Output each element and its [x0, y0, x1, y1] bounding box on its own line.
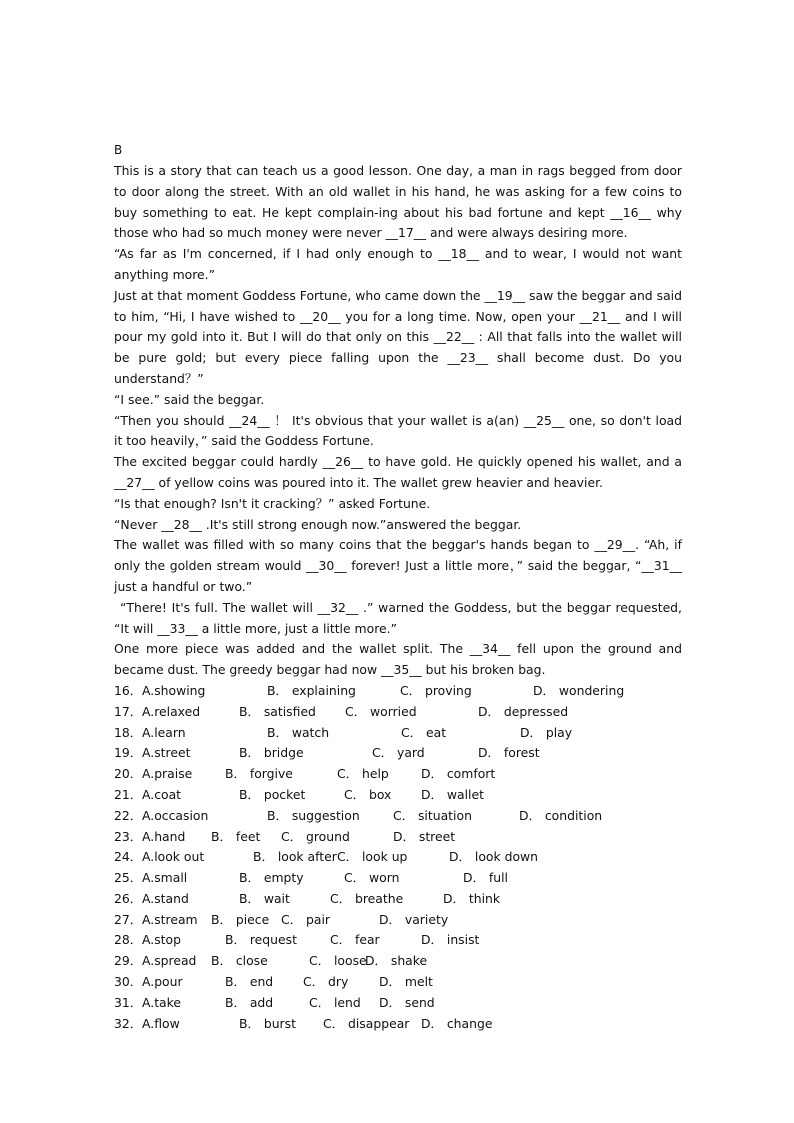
option-d: D． forest	[478, 745, 540, 761]
option-c: C． dry	[303, 974, 349, 990]
option-d: D． condition	[519, 807, 603, 823]
option-c: C． look up	[337, 849, 408, 865]
passage	[114, 161, 682, 681]
option-d: D． insist	[421, 932, 480, 948]
option-a: A.look out	[142, 849, 205, 865]
question-number: 27．	[114, 911, 143, 927]
option-c: C． lend	[309, 994, 361, 1010]
option-row	[114, 681, 682, 702]
option-row	[114, 806, 682, 827]
option-c: C． disappear	[323, 1015, 410, 1031]
option-b: B． watch	[267, 724, 330, 740]
option-a: A.relaxed	[142, 703, 201, 719]
option-c: C． worried	[345, 703, 417, 719]
option-b: B． bridge	[239, 745, 304, 761]
option-d: D． look down	[449, 849, 539, 865]
option-d: D． send	[379, 994, 435, 1010]
option-row	[114, 889, 682, 910]
option-a: A.small	[142, 870, 188, 886]
option-b: B． explaining	[267, 682, 356, 698]
question-number: 17．	[114, 703, 143, 719]
option-d: D． think	[443, 890, 501, 906]
passage-paragraph: “Never __28__ .It's still strong enough now.”answered the beggar.	[114, 516, 522, 532]
passage-paragraph: “There! It's full. The wallet will __32__ .” warned the Goddess, but the beggar requested, “It will __33__ a little more, just a little more.”	[114, 599, 682, 636]
question-number: 30．	[114, 974, 143, 990]
option-b: B． wait	[239, 890, 290, 906]
option-row	[114, 910, 682, 931]
option-b: B． add	[225, 994, 274, 1010]
option-c: C． help	[337, 766, 389, 782]
passage-paragraph: The excited beggar could hardly __26__ to have gold. He quickly opened his wallet, and a __27__ of yellow coins was poured into it. The wallet grew heavier and heavier.	[114, 454, 682, 490]
option-a: A.stream	[142, 911, 198, 927]
option-row	[114, 972, 682, 993]
option-d: D． wallet	[421, 786, 484, 802]
option-b: B． request	[225, 932, 297, 948]
question-number: 21．	[114, 786, 143, 802]
option-a: A.take	[142, 994, 182, 1010]
question-number: 26．	[114, 890, 143, 906]
passage-paragraph: “I see.” said the beggar.	[114, 391, 265, 407]
option-b: B． suggestion	[267, 807, 360, 823]
option-c: C． loose	[309, 953, 367, 969]
question-number: 16．	[114, 682, 143, 698]
option-a: A.occasion	[142, 807, 209, 823]
option-b: B． look after	[253, 849, 337, 865]
option-row	[114, 743, 682, 764]
option-b: B． satisfied	[239, 703, 316, 719]
option-row	[114, 827, 682, 848]
option-c: C． yard	[372, 745, 425, 761]
option-a: A.stop	[142, 932, 181, 948]
option-a: A.flow	[142, 1015, 180, 1031]
option-a: A.coat	[142, 786, 182, 802]
option-c: C． fear	[330, 932, 380, 948]
option-c: C． situation	[393, 807, 472, 823]
option-a: A.showing	[142, 682, 206, 698]
option-b: B． piece	[211, 911, 270, 927]
option-c: C． proving	[400, 682, 472, 698]
option-b: B． feet	[211, 828, 261, 844]
option-d: D． melt	[379, 974, 433, 990]
option-row	[114, 993, 682, 1014]
question-number: 32．	[114, 1015, 143, 1031]
option-d: D． change	[421, 1015, 493, 1031]
question-number: 20．	[114, 766, 143, 782]
passage-paragraph: “As far as I'm concerned, if I had only enough to __18__ and to wear, I would not want anything more.”	[114, 246, 682, 282]
question-number: 18．	[114, 724, 143, 740]
question-number: 22．	[114, 807, 143, 823]
option-d: D． variety	[379, 911, 449, 927]
option-d: D． street	[393, 828, 456, 844]
option-a: A.spread	[142, 953, 197, 969]
option-a: A.pour	[142, 974, 183, 990]
question-number: 23．	[114, 828, 143, 844]
passage-paragraph: One more piece was added and the wallet split. The __34__ fell upon the ground and became dust. The greedy beggar had now __35__ but his broken bag.	[114, 641, 682, 678]
question-number: 24．	[114, 849, 143, 865]
option-b: B． burst	[239, 1015, 296, 1031]
option-a: A.hand	[142, 828, 186, 844]
worksheet-page	[114, 140, 682, 1034]
option-row	[114, 930, 682, 951]
option-c: C． ground	[281, 828, 350, 844]
passage-paragraph: “Then you should __24__ ！ It's obvious that your wallet is a(an) __25__ one, so don't load it too heavily，” said the Goddess Fortune.	[114, 412, 682, 449]
option-row	[114, 723, 682, 744]
passage-paragraph: This is a story that can teach us a good lesson. One day, a man in rags begged from door to door along the street. With an old wallet in his hand, he was asking for a few coins to buy something to eat. He kept complain-ing about his bad fortune and kept __16__ why those who had so much money were never __17__ and were always desiring more.	[114, 163, 682, 241]
option-b: B． end	[225, 974, 274, 990]
option-d: D． wondering	[533, 682, 625, 698]
option-row	[114, 847, 682, 868]
option-d: D． play	[520, 724, 573, 740]
option-c: C． box	[344, 786, 392, 802]
option-row	[114, 785, 682, 806]
option-row	[114, 951, 682, 972]
option-c: C． breathe	[330, 890, 404, 906]
question-number: 19．	[114, 745, 143, 761]
option-c: C． eat	[401, 724, 447, 740]
option-c: C． worn	[344, 870, 400, 886]
passage-paragraph: Just at that moment Goddess Fortune, who came down the __19__ saw the beggar and said to him, “Hi, I have wished to __20__ you for a long time. Now, open your __21__ and I will pour my gold into it. But I will do that only on this __22__ : All that falls into the wallet will be pure gold; but every piece falling upon the __23__ shall become dust. Do you understand？”	[114, 287, 682, 386]
option-b: B． close	[211, 953, 268, 969]
question-number: 28．	[114, 932, 143, 948]
option-b: B． pocket	[239, 786, 306, 802]
option-a: A.praise	[142, 766, 193, 782]
options-list	[114, 681, 682, 1035]
option-b: B． forgive	[225, 766, 293, 782]
option-a: A.learn	[142, 724, 186, 740]
passage-paragraph: “Is that enough? Isn't it cracking？” asked Fortune.	[114, 495, 431, 511]
option-c: C． pair	[281, 911, 330, 927]
option-row	[114, 868, 682, 889]
option-b: B． empty	[239, 870, 304, 886]
option-d: D． shake	[365, 953, 428, 969]
option-row	[114, 702, 682, 723]
option-d: D． comfort	[421, 766, 496, 782]
option-a: A.stand	[142, 890, 189, 906]
option-a: A.street	[142, 745, 191, 761]
question-number: 31．	[114, 994, 143, 1010]
option-row	[114, 764, 682, 785]
passage-paragraph: The wallet was filled with so many coins that the beggar's hands began to __29__. “Ah, if only the golden stream would __30__ forever! Just a little more，” said the beggar, “__31__ just a handful or two.”	[114, 537, 682, 594]
option-d: D． full	[463, 870, 508, 886]
option-row	[114, 1014, 682, 1035]
option-d: D． depressed	[478, 703, 569, 719]
section-label: B	[114, 143, 123, 157]
question-number: 29．	[114, 953, 143, 969]
question-number: 25．	[114, 870, 143, 886]
